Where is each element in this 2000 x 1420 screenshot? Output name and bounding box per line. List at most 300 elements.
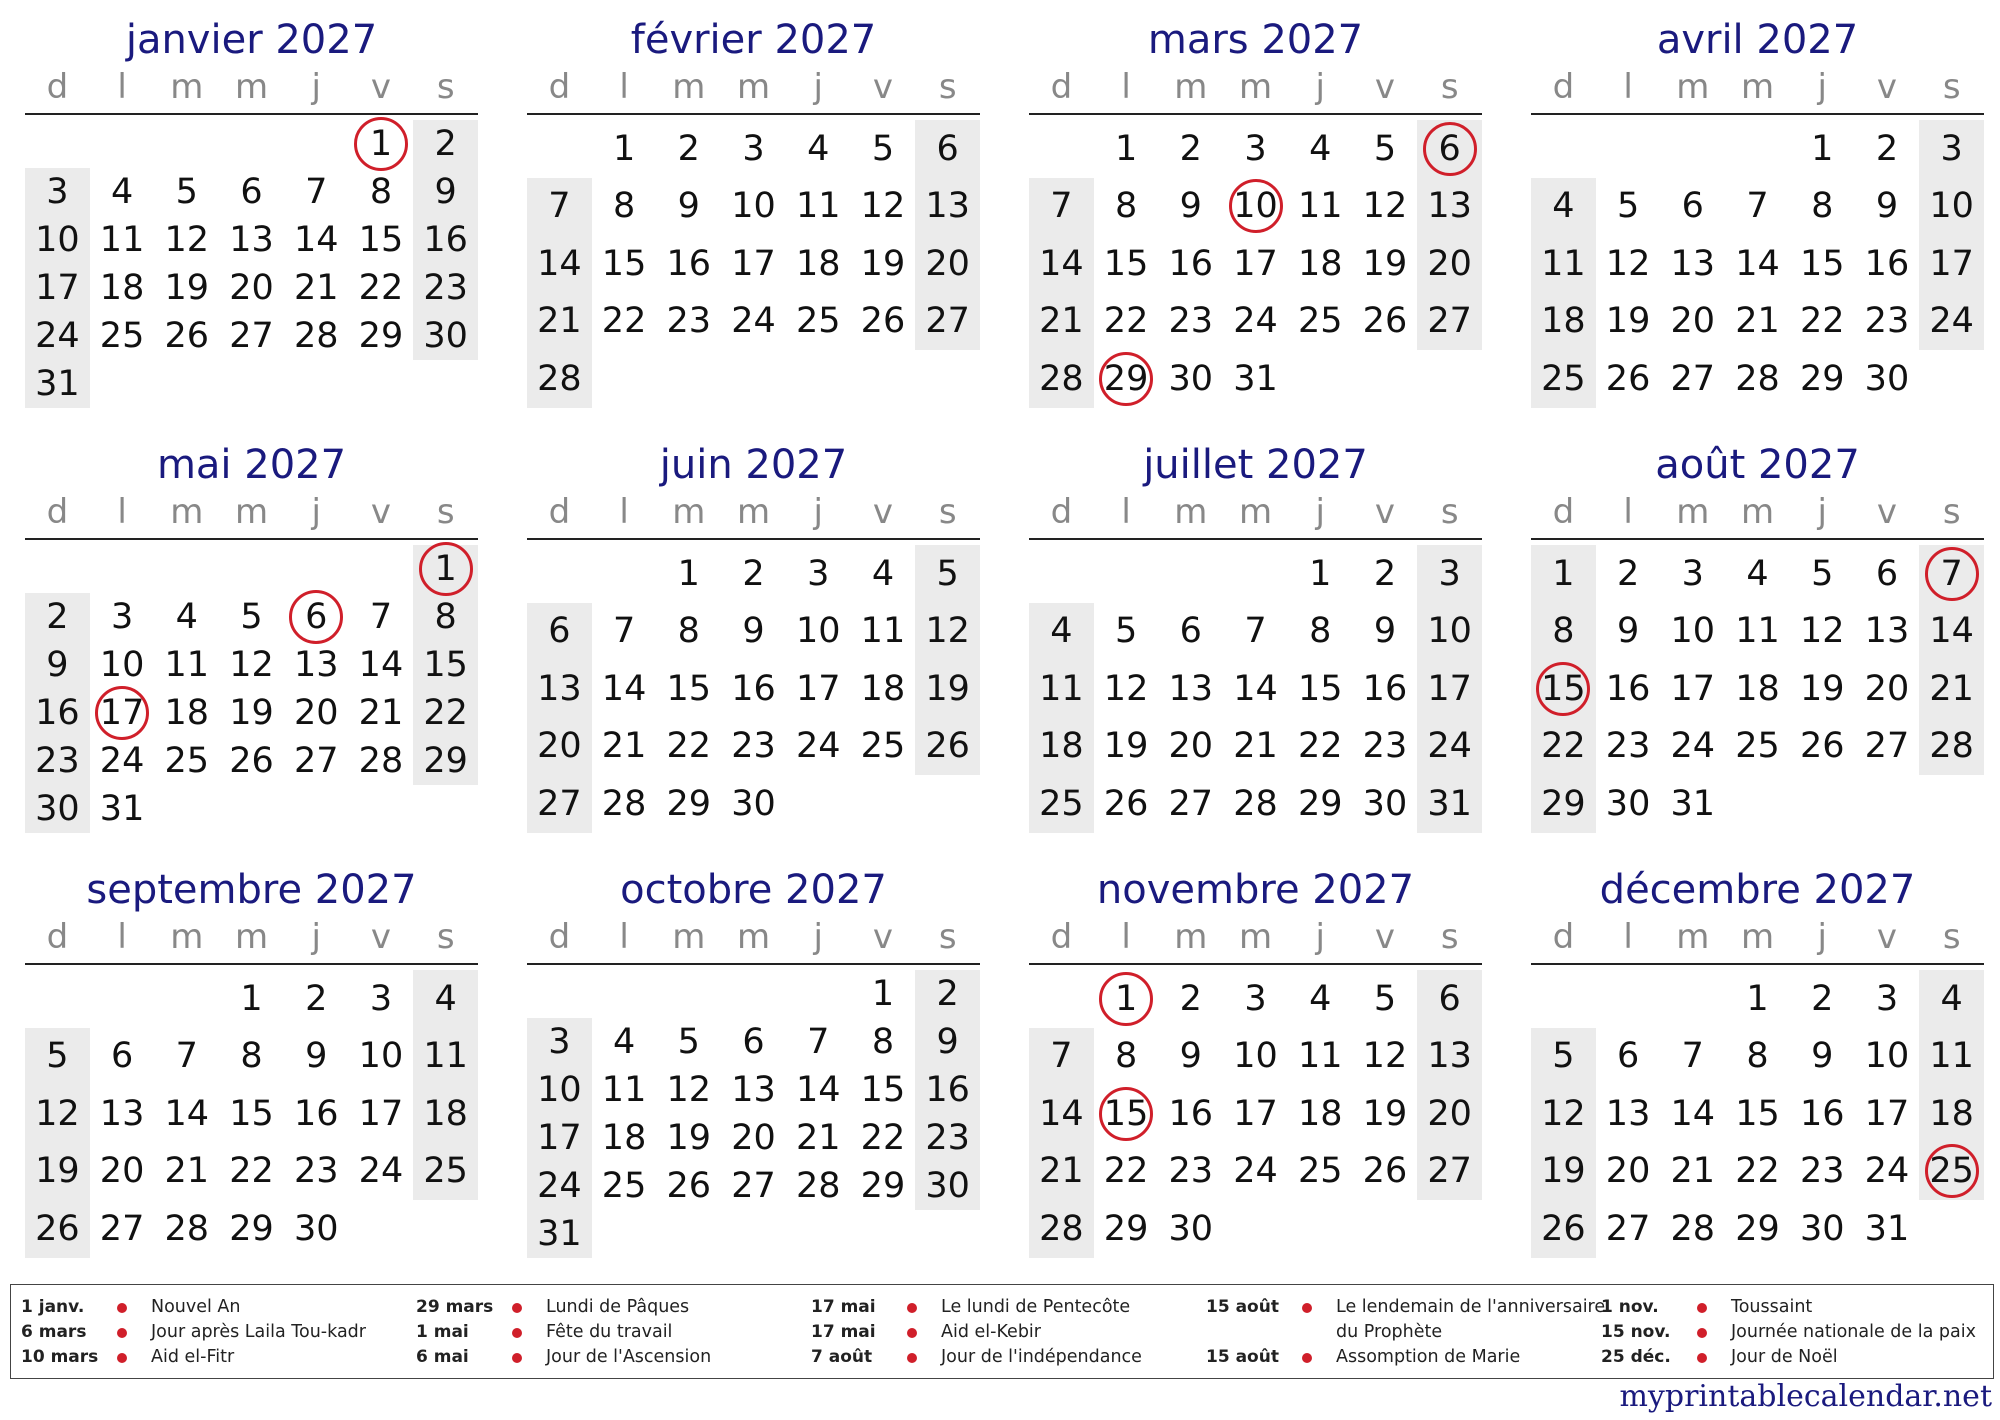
day-cell: 9 <box>677 186 700 227</box>
day-cell: 23 <box>915 1114 980 1162</box>
day-cell: 21 <box>1919 660 1984 718</box>
legend-name: Jour de l'indépendance <box>941 1347 1142 1367</box>
day-cell: 17 <box>358 1093 404 1134</box>
day-cell: 5 <box>677 1022 700 1062</box>
empty-cell <box>915 350 980 408</box>
weekday-label: d <box>1552 67 1575 107</box>
empty-cell <box>592 545 657 603</box>
day-cell: 15 <box>413 641 478 689</box>
weekday-label: m <box>1238 67 1273 107</box>
weekday-label: m <box>1740 67 1775 107</box>
weekday-label: s <box>1440 67 1459 107</box>
day-cell: 4 <box>1309 128 1332 169</box>
day-cell: 18 <box>795 243 841 284</box>
weekday-label: d <box>548 67 571 107</box>
day-cell: 15 <box>1297 668 1343 709</box>
day-cell: 11 <box>795 186 841 227</box>
day-cell: 21 <box>795 1118 841 1158</box>
day-cell: 19 <box>25 1143 90 1201</box>
day-cell: 27 <box>1168 783 1214 824</box>
legend-item <box>811 1320 1142 1345</box>
empty-cell <box>154 785 219 833</box>
month-title: février 2027 <box>630 17 877 63</box>
day-cell: 1 <box>871 974 895 1014</box>
empty-cell <box>915 1210 980 1258</box>
weekday-label: v <box>1876 67 1898 107</box>
day-cell: 19 <box>915 660 980 718</box>
day-cell: 28 <box>164 1208 210 1249</box>
legend-date: 17 mai <box>811 1297 876 1317</box>
legend-date: 15 nov. <box>1601 1322 1671 1342</box>
day-cell: 18 <box>1531 293 1596 351</box>
empty-cell <box>154 545 219 593</box>
legend-date: 10 mars <box>21 1347 99 1367</box>
legend-column <box>1206 1295 1605 1370</box>
day-cell: 1 <box>1114 128 1138 169</box>
legend-name: Jour de l'Ascension <box>546 1347 712 1367</box>
legend-date: 15 août <box>1206 1297 1279 1317</box>
month-title: novembre 2027 <box>1096 867 1415 913</box>
weekday-label: m <box>1676 492 1710 532</box>
day-cell: 27 <box>1670 358 1716 399</box>
day-cell: 21 <box>358 693 404 733</box>
day-cell: 12 <box>1531 1085 1596 1143</box>
day-cell: 8 <box>1811 186 1834 227</box>
weekday-header <box>1029 490 1482 540</box>
day-cell: 16 <box>1362 668 1408 709</box>
day-cell: 21 <box>601 726 647 767</box>
empty-cell <box>154 970 219 1028</box>
day-cell: 6 <box>240 172 263 212</box>
day-cell: 28 <box>1735 358 1780 399</box>
day-cell: 19 <box>1605 301 1651 342</box>
day-cell: 19 <box>1362 243 1408 284</box>
weekday-header <box>527 490 980 540</box>
day-cell: 3 <box>1417 545 1482 603</box>
day-cell: 5 <box>871 128 895 169</box>
legend-name: Aid el-Fitr <box>151 1347 235 1367</box>
day-cell: 15 <box>229 1093 274 1134</box>
day-cell: 7 <box>305 172 328 212</box>
day-cell: 29 <box>1735 1208 1780 1249</box>
day-cell: 11 <box>164 645 210 685</box>
day-cell: 17 <box>1417 660 1482 718</box>
day-cell: 12 <box>25 1085 90 1143</box>
weekday-label: d <box>46 67 69 107</box>
legend-name: Nouvel An <box>151 1297 241 1317</box>
empty-cell <box>90 545 155 593</box>
day-cell: 25 <box>99 316 145 356</box>
day-cell: 29 <box>1799 358 1845 399</box>
weekday-label: v <box>872 67 894 107</box>
month-calendar <box>1531 850 1984 1258</box>
month-calendar <box>527 425 980 833</box>
day-cell: 11 <box>1029 660 1094 718</box>
month-calendar <box>527 850 980 1258</box>
day-cell: 28 <box>601 783 647 824</box>
empty-cell <box>786 350 851 408</box>
empty-cell <box>527 545 592 603</box>
day-cell: 12 <box>1103 668 1149 709</box>
empty-cell <box>1790 775 1855 833</box>
day-cell: 12 <box>1362 186 1408 227</box>
month-calendar <box>1029 425 1482 833</box>
legend-name: Assomption de Marie <box>1336 1347 1521 1367</box>
day-cell: 9 <box>305 1036 328 1077</box>
day-cell: 31 <box>99 789 145 829</box>
weekday-label: j <box>1315 917 1325 957</box>
day-cell: 2 <box>25 593 90 641</box>
day-cell: 13 <box>527 660 592 718</box>
day-cell: 8 <box>612 186 636 227</box>
weekday-label: m <box>672 67 706 107</box>
weekday-label: j <box>1315 492 1325 532</box>
day-cell: 20 <box>731 1118 776 1158</box>
legend-name: du Prophète <box>1336 1322 1443 1342</box>
weekday-label: s <box>1440 917 1459 957</box>
day-cell: 22 <box>1531 718 1596 776</box>
day-cell: 14 <box>795 1070 841 1110</box>
day-cell: 12 <box>666 1070 712 1110</box>
day-cell: 16 <box>1605 668 1651 709</box>
weekday-label: j <box>813 917 823 957</box>
day-cell: 31 <box>1417 775 1482 833</box>
weekday-label: v <box>1374 917 1396 957</box>
weekday-label: s <box>1440 492 1459 532</box>
day-cell: 16 <box>731 668 776 709</box>
empty-cell <box>851 350 916 408</box>
day-cell: 28 <box>795 1166 841 1206</box>
day-cell: 19 <box>1799 668 1845 709</box>
day-cell: 1 <box>1309 553 1332 594</box>
day-cell: 22 <box>1799 301 1845 342</box>
day-cell: 22 <box>413 689 478 737</box>
day-cell: 20 <box>1417 235 1482 293</box>
weekday-label: j <box>311 917 321 957</box>
legend-column <box>1601 1295 1976 1370</box>
legend-column <box>811 1295 1142 1370</box>
day-cell: 20 <box>527 718 592 776</box>
month-title: août 2027 <box>1655 442 1860 488</box>
day-cell: 26 <box>860 301 906 342</box>
legend-dot <box>907 1303 917 1313</box>
legend-item <box>811 1345 1142 1370</box>
day-cell: 30 <box>1168 358 1214 399</box>
day-cell: 7 <box>369 597 393 637</box>
day-cell: 18 <box>1297 1093 1343 1134</box>
day-cell: 10 <box>795 611 841 652</box>
day-cell: 27 <box>527 775 592 833</box>
day-cell: 1 <box>677 553 700 594</box>
day-cell: 14 <box>601 668 647 709</box>
day-cell: 29 <box>1103 1208 1149 1249</box>
day-cell: 9 <box>1373 611 1397 652</box>
day-cell: 18 <box>413 1085 478 1143</box>
day-cell: 29 <box>860 1166 906 1206</box>
empty-cell <box>284 785 349 833</box>
empty-cell <box>90 120 155 168</box>
day-cell: 23 <box>1864 301 1910 342</box>
day-cell: 25 <box>1531 350 1596 408</box>
day-cell: 14 <box>358 645 404 685</box>
day-cell: 2 <box>915 970 980 1018</box>
legend-date: 6 mai <box>416 1347 469 1367</box>
weekday-label: m <box>736 67 771 107</box>
day-cell: 13 <box>99 1093 145 1134</box>
day-grid <box>25 970 478 1258</box>
day-cell: 2 <box>413 120 478 168</box>
day-grid <box>25 120 478 408</box>
day-cell: 25 <box>601 1166 647 1206</box>
weekday-label: v <box>1374 492 1396 532</box>
day-cell: 10 <box>25 216 90 264</box>
weekday-label: s <box>938 67 957 107</box>
day-cell: 2 <box>1616 553 1640 594</box>
site-link[interactable]: myprintablecalendar.net <box>1619 1379 1992 1414</box>
empty-cell <box>721 970 786 1018</box>
weekday-label: s <box>1942 917 1961 957</box>
day-cell: 10 <box>527 1066 592 1114</box>
empty-cell <box>1029 120 1094 178</box>
day-cell: 20 <box>915 235 980 293</box>
weekday-label: j <box>1817 67 1827 107</box>
day-cell: 3 <box>1875 978 1899 1019</box>
weekday-label: s <box>436 917 455 957</box>
day-cell: 4 <box>1746 553 1769 594</box>
legend-date: 15 août <box>1206 1347 1279 1367</box>
weekday-label: v <box>370 492 392 532</box>
day-cell: 10 <box>358 1036 404 1077</box>
day-cell: 17 <box>527 1114 592 1162</box>
empty-cell <box>851 1210 916 1258</box>
day-cell: 20 <box>1168 726 1214 767</box>
day-cell: 22 <box>1297 726 1343 767</box>
day-cell: 5 <box>1531 1028 1596 1086</box>
day-cell: 17 <box>90 689 155 737</box>
weekday-label: v <box>370 917 392 957</box>
day-cell: 30 <box>1605 783 1651 824</box>
day-cell: 13 <box>1417 1028 1482 1086</box>
day-cell: 14 <box>164 1093 210 1134</box>
day-cell: 3 <box>369 978 393 1019</box>
day-cell: 12 <box>229 645 274 685</box>
day-cell: 12 <box>860 186 906 227</box>
day-cell: 18 <box>99 268 145 308</box>
legend-column <box>416 1295 711 1370</box>
weekday-header <box>1029 65 1482 115</box>
weekday-label: j <box>311 492 321 532</box>
empty-cell <box>1660 970 1725 1028</box>
day-cell: 28 <box>1919 718 1984 776</box>
day-cell: 17 <box>731 243 776 284</box>
weekday-label: v <box>1876 917 1898 957</box>
weekday-label: m <box>1174 67 1208 107</box>
legend-item <box>1206 1295 1605 1320</box>
day-cell: 11 <box>99 220 145 260</box>
empty-cell <box>1158 545 1223 603</box>
legend-name: Jour après Laila Tou-kadr <box>151 1322 366 1342</box>
month-calendar <box>1029 850 1482 1258</box>
day-cell: 31 <box>1864 1208 1910 1249</box>
empty-cell <box>915 775 980 833</box>
weekday-label: v <box>370 67 392 107</box>
day-cell: 14 <box>527 235 592 293</box>
day-cell: 25 <box>860 726 906 767</box>
day-cell: 31 <box>527 1210 592 1258</box>
legend-date: 1 janv. <box>21 1297 85 1317</box>
month-title: juillet 2027 <box>1143 442 1368 488</box>
empty-cell <box>1596 120 1661 178</box>
weekday-label: m <box>736 492 771 532</box>
day-cell: 26 <box>1531 1200 1596 1258</box>
day-cell: 19 <box>666 1118 712 1158</box>
day-cell: 21 <box>1233 726 1278 767</box>
day-cell: 15 <box>358 220 404 260</box>
empty-cell <box>25 120 90 168</box>
day-grid <box>527 545 980 833</box>
weekday-label: v <box>872 917 894 957</box>
day-cell: 18 <box>1919 1085 1984 1143</box>
day-cell: 29 <box>1531 775 1596 833</box>
day-cell: 17 <box>1919 235 1984 293</box>
day-cell: 20 <box>229 268 274 308</box>
day-cell: 13 <box>293 645 339 685</box>
empty-cell <box>592 1210 657 1258</box>
day-cell: 25 <box>1735 726 1780 767</box>
day-cell: 16 <box>413 216 478 264</box>
day-cell: 30 <box>25 785 90 833</box>
day-cell: 15 <box>666 668 712 709</box>
day-cell: 2 <box>305 978 328 1019</box>
weekday-header <box>1029 915 1482 965</box>
day-cell: 4 <box>413 970 478 1028</box>
day-cell: 9 <box>742 611 765 652</box>
weekday-header <box>25 65 478 115</box>
empty-cell <box>656 970 721 1018</box>
weekday-label: l <box>1623 917 1633 957</box>
day-cell: 2 <box>1179 978 1202 1019</box>
day-cell: 14 <box>1029 1085 1094 1143</box>
weekday-label: l <box>619 67 629 107</box>
weekday-label: l <box>619 917 629 957</box>
day-grid <box>527 970 980 1258</box>
day-grid <box>1531 545 1984 833</box>
legend-date: 7 août <box>811 1347 873 1367</box>
day-cell: 5 <box>240 597 263 637</box>
month-calendar <box>25 425 478 833</box>
empty-cell <box>1725 775 1790 833</box>
day-cell: 14 <box>1919 603 1984 661</box>
day-cell: 10 <box>731 186 776 227</box>
day-cell: 2 <box>1179 128 1202 169</box>
day-cell: 26 <box>1362 301 1408 342</box>
day-cell: 26 <box>1799 726 1845 767</box>
empty-cell <box>349 1200 414 1258</box>
day-cell: 8 <box>871 1022 895 1062</box>
month-calendar <box>25 0 478 408</box>
day-cell: 10 <box>1864 1036 1910 1077</box>
day-cell: 9 <box>413 168 478 216</box>
day-cell: 3 <box>1244 128 1267 169</box>
day-grid <box>1029 970 1482 1258</box>
day-cell: 20 <box>1864 668 1910 709</box>
day-cell: 17 <box>1233 1093 1278 1134</box>
day-cell: 16 <box>293 1093 339 1134</box>
day-cell: 7 <box>1919 545 1984 603</box>
day-cell: 23 <box>1168 1151 1214 1192</box>
weekday-label: d <box>46 492 69 532</box>
empty-cell <box>786 970 851 1018</box>
legend-item <box>1601 1345 1976 1370</box>
day-cell: 13 <box>731 1070 776 1110</box>
day-cell: 9 <box>1811 1036 1834 1077</box>
empty-cell <box>656 350 721 408</box>
month-calendar <box>527 0 980 408</box>
weekday-label: m <box>672 492 706 532</box>
day-cell: 9 <box>25 641 90 689</box>
empty-cell <box>1417 350 1482 408</box>
day-cell: 1 <box>612 128 636 169</box>
day-cell: 24 <box>1417 718 1482 776</box>
legend-item <box>1206 1345 1605 1370</box>
weekday-label: d <box>1552 917 1575 957</box>
day-cell: 12 <box>1362 1036 1408 1077</box>
empty-cell <box>592 970 657 1018</box>
empty-cell <box>90 970 155 1028</box>
day-cell: 15 <box>1799 243 1845 284</box>
month-title: mai 2027 <box>156 442 347 488</box>
day-cell: 23 <box>1799 1151 1845 1192</box>
day-cell: 7 <box>1746 186 1769 227</box>
weekday-label: d <box>1050 917 1073 957</box>
day-cell: 30 <box>1168 1208 1214 1249</box>
day-cell: 15 <box>1103 243 1149 284</box>
weekday-label: m <box>736 917 771 957</box>
day-cell: 3 <box>110 597 134 637</box>
day-cell: 6 <box>527 603 592 661</box>
legend-dot <box>1302 1353 1312 1363</box>
weekday-label: j <box>1817 917 1827 957</box>
day-cell: 24 <box>1233 1151 1278 1192</box>
day-cell: 15 <box>1094 1085 1159 1143</box>
day-cell: 4 <box>807 128 830 169</box>
month-calendar <box>1531 425 1984 833</box>
day-cell: 1 <box>240 978 263 1019</box>
day-cell: 4 <box>1309 978 1332 1019</box>
empty-cell <box>786 1210 851 1258</box>
day-grid <box>1531 970 1984 1258</box>
day-cell: 11 <box>860 611 906 652</box>
day-cell: 3 <box>1919 120 1984 178</box>
day-cell: 30 <box>293 1208 339 1249</box>
day-cell: 21 <box>164 1151 210 1192</box>
legend-name: Aid el-Kebir <box>941 1322 1041 1342</box>
day-cell: 29 <box>229 1208 274 1249</box>
day-cell: 18 <box>1029 718 1094 776</box>
weekday-label: v <box>1876 492 1898 532</box>
weekday-label: s <box>1942 67 1961 107</box>
day-cell: 12 <box>164 220 210 260</box>
weekday-label: m <box>1740 917 1775 957</box>
day-cell: 23 <box>666 301 712 342</box>
weekday-label: l <box>1623 492 1633 532</box>
day-cell: 11 <box>601 1070 647 1110</box>
empty-cell <box>1417 1200 1482 1258</box>
weekday-label: m <box>1740 492 1775 532</box>
weekday-label: m <box>672 917 706 957</box>
day-cell: 24 <box>1233 301 1278 342</box>
day-cell: 27 <box>915 293 980 351</box>
